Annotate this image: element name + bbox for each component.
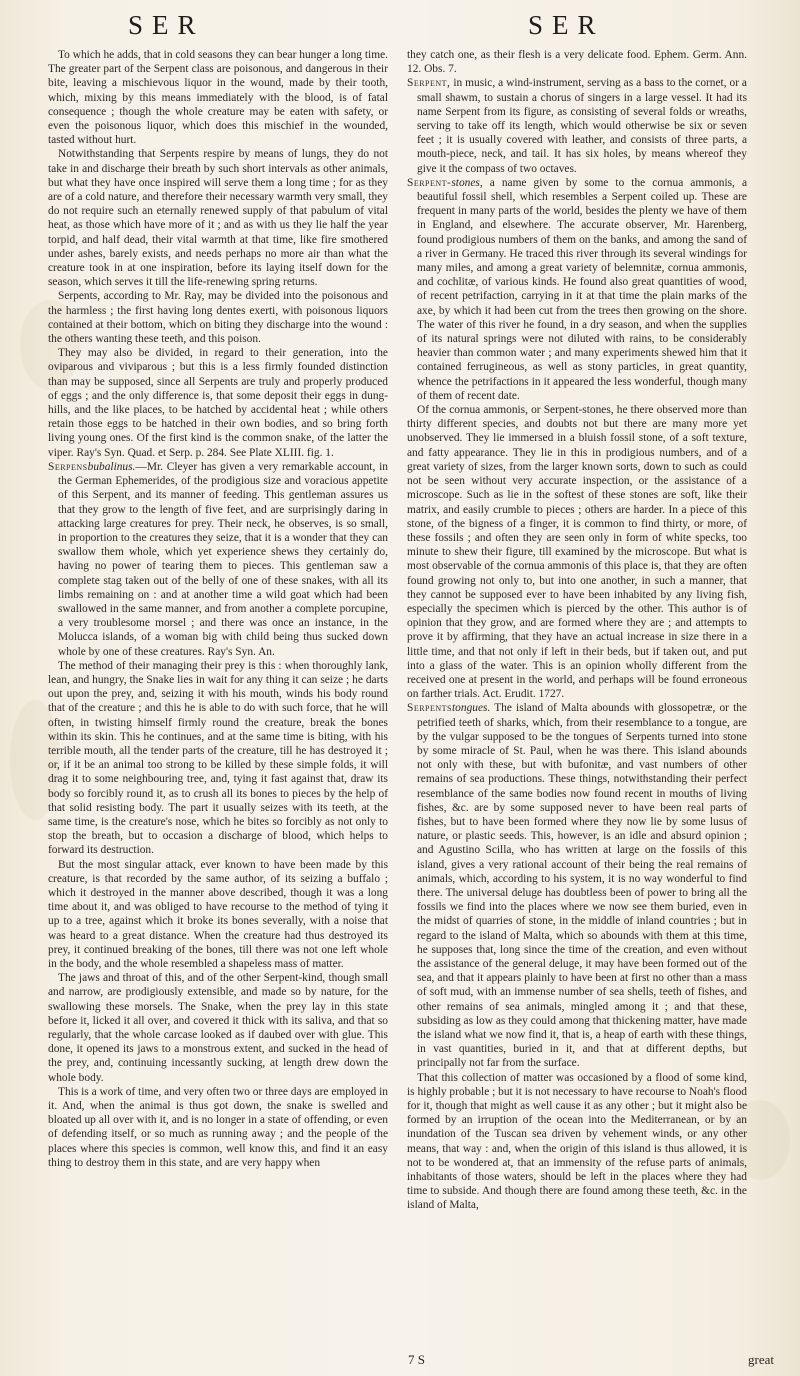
entry-headword: Serpent, xyxy=(407,77,451,90)
entry-headword-qualifier: bubalinus. xyxy=(87,460,136,473)
entry-headword-qualifier: stones, xyxy=(451,176,483,189)
running-head-right: SER xyxy=(528,10,605,40)
paragraph: The method of their managing their prey is this : when thoroughly lank, lean, and hungry, the Snake lies in wait for any thing it can seize ; he darts out upon the prey, and, seizing it with his mouth, winds his body round that of the creature ; and this he is able to do with such force, that he will often, in twisting himself firmly round the creature, break the bones within its skin. This he continues, and at the same time is biting, with his terrible mouth, all the tender parts of the creature, till he has destroyed it ; or, if it be an animal too strong to be killed by these simple folds, it will drag it to some neighbouring tree, and, tying it fast against that, draw its body so forcibly round it, as to crush all its bones to pieces by the help of that solid resisting body. The part it usually seizes with its teeth, at the same time, is the creature's nose, which he bites so forcibly as not only to stop the breath, but to occasion a discharge of blood, which helps to forward its destruction. xyxy=(48,659,388,857)
entry-body: in music, a wind-instrument, serving as a bass to the cornet, or a small shawm, to sustain a chorus of singers in a large vessel. It had its name Serpent from its figure, as consisting of several folds or wreaths, serving to take off its length, which would otherwise be six or seven feet ; it is usually covered with leather, and consists of three parts, a mouth-piece, neck, and tail. It has six holes, by means whereof they give it the compass of two octaves. xyxy=(417,77,747,175)
paragraph: Notwithstanding that Serpents respire by means of lungs, they do not take in and discharge their breath by such short intervals as other animals, but what they have once inspired will serve them a long time ; for as they are of a cold nature, and therefore their necessary warmth very small, they do not require such an eternally renewed supply of that pabulum of vital heat, as those which have more of it ; and as with us they lie half the year torpid, and half dead, their vital warmth at that time, like fire smothered under ashes, barely exists, and needs perhaps no more air than what the creature took in at one inspiration, before its laying itself down for the season, which serves it till the life-renewing spring returns. xyxy=(48,148,388,289)
right-text-column xyxy=(407,48,747,1213)
left-text-column xyxy=(48,48,388,1170)
dictionary-entry xyxy=(407,176,747,403)
entry-headword: Serpent- xyxy=(407,176,452,189)
dictionary-entry xyxy=(407,701,747,1070)
entry-headword-qualifier: tongues. xyxy=(452,702,491,715)
signature-mark: 7 S xyxy=(408,1352,425,1367)
dictionary-entry xyxy=(48,460,388,659)
paragraph: To which he adds, that in cold seasons they can bear hunger a long time. The greater part of the Serpent class are poisonous, and dangerous in their bite, leaving a mischievous liquor in the wound, made by their tooth, which, mixing by this means immediately with the blood, is of fatal consequence ; though the whole creature may be eaten with safety, or even the poisonous liquor, which does this mischief in the wounded, tasted without hurt. xyxy=(48,49,388,147)
continued-paragraph: they catch one, as their flesh is a very delicate food. Ephem. Germ. Ann. 12. Obs. 7. xyxy=(407,49,747,76)
paragraph: They may also be divided, in regard to their generation, into the oviparous and viviparous ; but this is a less firmly founded distinction than may be supposed, since all Serpents are truly and properly produced of eggs ; and the only difference is, that some deposit their eggs in dung-hills, and the like places, to be hatched by accidental heat ; while others retain those eggs to be hatched in their own bodies, and so bring forth living young ones. Of the first kind is the common snake, of the latter the viper. Ray's Syn. Quad. et Serp. p. 284. See Plate XLIII. fig. 1. xyxy=(48,347,388,459)
entry-body: The island of Malta abounds with glossopetræ, or the petrified teeth of sharks, which, from their resemblance to a tongue, are by the vulgar supposed to be the tongues of Serpents turned into stone by some miracle of St. Paul, when he was there. This island abounds not only with these, but with bufonitæ, and vast numbers of other remains of sea productions. These things, notwithstanding their perfect resemblance of the same bodies now found recent in mouths of living fishes, &c. are by some supposed never to have been real parts of fishes, but to have been formed where they now lie by some lusus of nature, or plastic seeds. This, however, is an idle and absurd opinion ; and Agustino Scilla, who has written at large on the fossils of this island, gives a very rational account of their being the real remains of animals, which, according to his system, it is no way wonderful to find there. The universal deluge has doubtless been of power to bring all the fossils we find into the places where we now see them buried, even in the midst of quarries of stone, in the middle of inland countries ; but in regard to the island of Malta, which so abounds with them at this time, he supposes that, long since the time of the creation, and even without the assistance of the general deluge, it may have been formed out of the sea, and that it appears plainly to have been at first no other than a mass of soft mud, with an immense number of sea shells, teeth of fishes, and other remains of sea animals, mingled among it ; and that these, subsiding as low as they could among that thickening matter, have made the island what we now find it, that is, a heap of earth with these things, in vast quantities, buried in it, and that at different depths, but principally not far from the surface. xyxy=(417,702,747,1070)
entry-body: a name given by some to the cornua ammonis, a beautiful fossil shell, which resembles a Serpent coiled up. These are frequent in many parts of the world, besides the plenty we have of them in England, and elsewhere. The accurate observer, Mr. Harenberg, found prodigious numbers of them on the banks, and among the sand of a river in Germany. He traced this river through its several windings for many miles, and among a great variety of belemnitæ, cornua ammonis, and cochlitæ, of various kinds. He found also great quantities of wood, of recent petrifaction, carrying in it at that time the plain marks of the axe, by which it had been cut from the trees then growing on the shore. The water of this river he found, in a dry season, and when the supplies of its natural springs were not diluted with rains, to be considerably heavier than common water ; and many experiments shewed him that it contained ferrugineous, as well as stony particles, in great quantity, whence the petrifactions in it appeared the less wonderful, though many of them of recent date. xyxy=(417,176,747,402)
dictionary-entry xyxy=(407,76,747,175)
paragraph: But the most singular attack, ever known to have been made by this creature, is that recorded by the same author, of its seizing a buffalo ; which it destroyed in the manner above described, though it was a long time about it, and was obliged to have recourse to the method of tying it up to a tree, against which it broke its bones severally, with a noise that was heard to a great distance. When the creature had thus destroyed its prey, it continued breaking of the bones, till there was not one left whole in the body, and the whole resembled a shapeless mass of matter. xyxy=(48,858,388,970)
running-head-left: SER xyxy=(128,10,205,40)
paragraph: Of the cornua ammonis, or Serpent-stones, he there observed more than thirty different species, and doubts not but there are many more yet unobserved. They lie immersed in a bluish fossil stone, of a soft texture, and fatty appearance. They lie in this in prodigious numbers, and of a great variety of sizes, from the larger known sorts, down to such as could not be seen without very accurate inspection, or the assistance of a microscope. Such as lie in the softest of these stones are soft, like their matrix, and easily crumble to pieces ; others are harder. In a piece of this stone, of the bigness of a finger, it is common to find thirty, or more, of these fossils ; and often they are seen only in form of white specks, too minute to shew their figure, till examined by the microscope. But what is most observable of the cornua ammonis of this place is, that they are often found growing not only to, but into one another, in such a manner, that they cannot be supposed ever to have been inhabited by any living fish, especially the specimen which is pierced by the other. This author is of opinion that they grow, and are formed where they are ; and attempts to prove it by affirming, that they have an actual increase in size there in a little time, and that not only if left in their beds, but if taken out, and put into a glass of the water. This is an opinion wholly different from the received one at present in the world, and perhaps will be found erroneous on farther trials. Act. Erudit. 1727. xyxy=(407,404,747,701)
catchword: great xyxy=(748,1352,774,1367)
entry-body: —Mr. Cleyer has given a very remarkable account, in the German Ephemerides, of the prodigious size and voracious appetite of this Serpent, and its manner of feeding. This gentleman assures us that they grow to the length of five feet, and are surprisingly daring in attacking large creatures for prey. Their neck, he observes, is so small, in proportion to the creatures they seize, that it is a wonder that they can swallow them whole, which yet experience shews they certainly do, having no power of tearing them to pieces. This gentleman saw a complete stag taken out of the belly of one of these snakes, with all its limbs remaining on : and at another time a wild goat which had been swallowed in the same manner, and from another a complete porcupine, a very troublesome morsel ; and there was once an instance, in the Molucca islands, of a woman big with child being thus sucked down whole by one of these creatures. Ray's Syn. An. xyxy=(58,460,388,658)
paragraph: The jaws and throat of this, and of the other Serpent-kind, though small and narrow, are prodigiously extensible, and made so by nature, for the swallowing these morsels. The Snake, when the prey lay in this state before it, licked it all over, and covered it thick with its saliva, and that so regularly, that the whole carcase looked as if daubed over with glue. This done, it opened its jaws to a monstrous extent, and sucked in the head of the prey, and, continuing incessantly sucking, at length drew down the whole body. xyxy=(48,972,388,1084)
entry-headword: Serpents xyxy=(407,702,453,715)
paragraph: That this collection of matter was occasioned by a flood of some kind, is highly probable ; but it is not necessary to have recourse to Noah's flood for it, though that might as well cause it as any other ; but it might also be formed by an irruption of the ocean into the Mediterranean, or by an inundation of the Tuscan sea driven by vehement winds, or any other means, that way : and, when the origin of this island is thus allowed, it is not to be wondered at, that an immensity of the refuse parts of animals, inhabitants of those waters, should be left in the places where they had time to subside. And though there are found among these teeth, &c. in the island of Malta, xyxy=(407,1071,747,1212)
entry-headword: Serpens xyxy=(48,460,88,473)
paragraph: This is a work of time, and very often two or three days are employed in it. And, when the animal is thus got down, the snake is swelled and bloated up all over with it, and is no longer in a state of offending, or even of defending itself, or so much as running away ; and the people of the places where this species is common, well know this, and find it an easy thing to destroy them in this state, and are very happy when xyxy=(48,1085,388,1169)
paragraph: Serpents, according to Mr. Ray, may be divided into the poisonous and the harmless ; the first having long dentes exerti, with poisonous liquors contained at their bottom, which on biting they discharge into the wound : the others wanting these teeth, and this poison. xyxy=(48,290,388,346)
